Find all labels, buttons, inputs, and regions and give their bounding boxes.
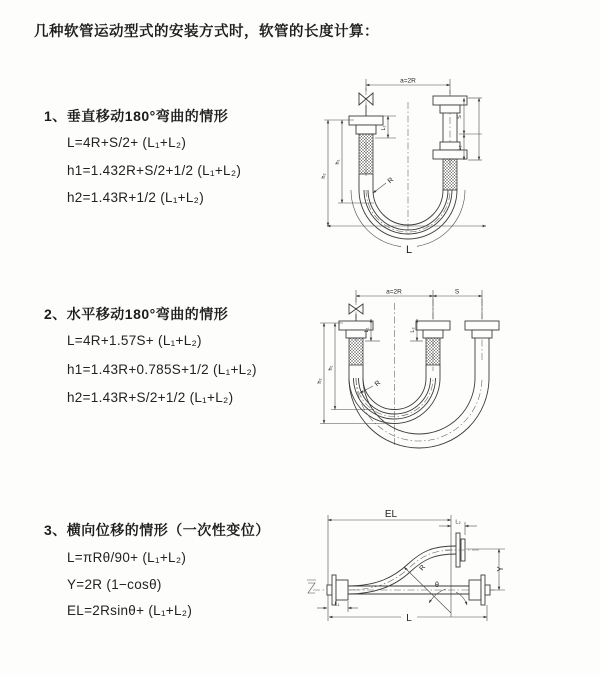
angle-arc — [429, 589, 446, 603]
diagram-vertical-180-bend — [312, 72, 584, 260]
flange-left-stub — [327, 585, 332, 595]
diagram-horizontal-180-bend — [310, 283, 600, 468]
section-2-formula-L: L=4R+1.57S+ (L₁+L₂) — [67, 333, 202, 348]
dim-label-h1: h₁ — [335, 159, 341, 165]
section-1-heading: 1、垂直移动180°弯曲的情形 — [44, 108, 229, 124]
braid-left — [349, 338, 363, 365]
dim-label-l1: L₁ — [364, 327, 370, 333]
dim-label-l2: L₂ — [410, 327, 416, 333]
flange-left — [349, 116, 383, 125]
hose-arc — [359, 378, 431, 414]
dim-label-h1: h₁ — [328, 365, 334, 371]
flange-left-hub — [346, 330, 366, 338]
hose-arc-displaced-centerline — [356, 378, 482, 441]
dim-label-L: L — [405, 244, 413, 256]
section-3-formula-L: L=πRθ/90+ (L₁+L₂) — [67, 550, 187, 565]
braid-middle — [426, 338, 440, 365]
dim-label-y: Y — [496, 566, 505, 572]
flange-right-upper — [433, 96, 467, 105]
flange-left-hub — [356, 125, 376, 134]
flange-right-upper-hub — [440, 105, 460, 113]
flange-right-plate — [481, 575, 485, 605]
section-3-formula-Y: Y=2R (1−cosθ) — [67, 577, 162, 592]
flange-right-stub — [485, 585, 490, 595]
radius-label: R — [373, 379, 383, 389]
braid-left — [359, 134, 373, 174]
dim-label-l: L — [406, 613, 412, 624]
flange-right-hub — [472, 330, 492, 338]
braid-right — [443, 159, 457, 190]
hose-curve-centerline — [348, 550, 456, 590]
dim-label-h2: h₂ — [321, 173, 327, 179]
dim-label-s: S — [454, 288, 460, 296]
dim-label-l2: L₂ — [455, 519, 461, 526]
section-2-heading: 2、水平移动180°弯曲的情形 — [44, 306, 229, 322]
section-3-formula-EL: EL=2Rsinθ+ (L₁+L₂) — [67, 603, 193, 618]
flange-middle-hub — [423, 330, 443, 338]
dim-label-l1: L₁ — [334, 601, 340, 608]
dim-label-h2: h₂ — [317, 378, 323, 384]
dim-label-s: S — [457, 115, 463, 119]
flange-left-hub — [336, 580, 348, 600]
hose-arc-displaced-outer — [349, 378, 489, 448]
hose-arc-centerline — [356, 378, 433, 417]
section-1-formula-L: L=4R+S/2+ (L₁+L₂) — [67, 135, 187, 150]
flange-right — [465, 321, 499, 330]
axis-end-mark — [307, 580, 316, 593]
page-title: 几种软管运动型式的安装方式时，软管的长度计算： — [34, 24, 379, 40]
section-2-formula-h2: h2=1.43R+S/2+1/2 (L₁+L₂) — [67, 390, 234, 405]
flange-right-hub — [469, 580, 481, 600]
dim-label-l2: L₂ — [457, 145, 463, 151]
dim-label-el: EL — [384, 509, 398, 520]
section-3-heading: 3、横向位移的情形（一次性变位） — [44, 522, 270, 538]
flange-left-plate — [332, 575, 336, 605]
dim-label-a2r: a=2R — [386, 288, 402, 296]
radius-leader — [373, 183, 386, 193]
dim-label-a2r: a=2R — [400, 77, 416, 85]
diagram-lateral-displacement — [305, 505, 600, 655]
hose-curve-wall — [348, 546, 456, 586]
radius-label: R — [386, 176, 396, 186]
angle-label: θ — [435, 582, 439, 589]
radius-label: R — [418, 563, 428, 573]
section-1-formula-h1: h1=1.432R+S/2+1/2 (L₁+L₂) — [67, 163, 242, 178]
flange-middle — [416, 321, 450, 330]
section-2-formula-h1: h1=1.43R+0.785S+1/2 (L₁+L₂) — [67, 362, 257, 377]
dim-label-l1: L₁ — [381, 125, 387, 131]
section-1-formula-h2: h2=1.43R+1/2 (L₁+L₂) — [67, 190, 205, 205]
